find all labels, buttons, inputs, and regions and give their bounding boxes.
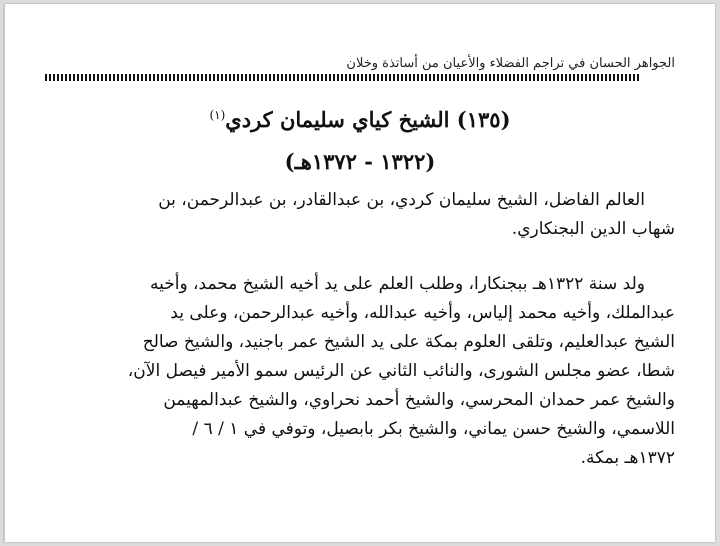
entry-title bbox=[5, 107, 715, 132]
header-rule bbox=[45, 74, 641, 81]
text-line: الشيخ عبدالعليم، وتلقى العلوم بمكة على يد الشيخ عمر باجنيد، والشيخ صالح bbox=[142, 332, 675, 352]
text-line: عبدالملك، وأخيه محمد إلياس، وأخيه عبدالله، وأخيه عبدالرحمن، وعلى يد bbox=[170, 303, 675, 323]
entry-dates: (١٣٢٢ - ١٣٧٢هـ) bbox=[284, 149, 436, 174]
paragraph-2 bbox=[45, 270, 675, 473]
paragraph-1 bbox=[45, 186, 675, 244]
text-line: والشيخ عمر حمدان المحرسي، والشيخ أحمد نحراوي، والشيخ عبدالمهيمن bbox=[163, 390, 675, 410]
entry-title-text: (١٣٥) الشيخ كياي سليمان كردي bbox=[225, 107, 511, 132]
text-line: ولد سنة ١٣٢٢هـ ببجنكارا، وطلب العلم على يد أخيه الشيخ محمد، وأخيه bbox=[149, 274, 645, 294]
text-line: شطا، عضو مجلس الشورى، والنائب الثاني عن الرئيس سمو الأمير فيصل الآن، bbox=[127, 361, 675, 381]
text-line: ١٣٧٢هـ بمكة. bbox=[580, 448, 675, 468]
text-line: شهاب الدين البجنكاري. bbox=[511, 219, 675, 239]
running-header: الجواهر الحسان في تراجم الفضلاء والأعيان من أساتذة وخلان bbox=[346, 56, 675, 71]
book-page bbox=[4, 4, 715, 542]
text-line: اللاسمي، والشيخ حسن يماني، والشيخ بكر بابصيل، وتوفي في ١ / ٦ / bbox=[192, 419, 675, 439]
footnote-marker: (١) bbox=[209, 108, 226, 122]
text-line: العالم الفاضل، الشيخ سليمان كردي، بن عبدالقادر، بن عبدالرحمن، بن bbox=[158, 190, 645, 210]
